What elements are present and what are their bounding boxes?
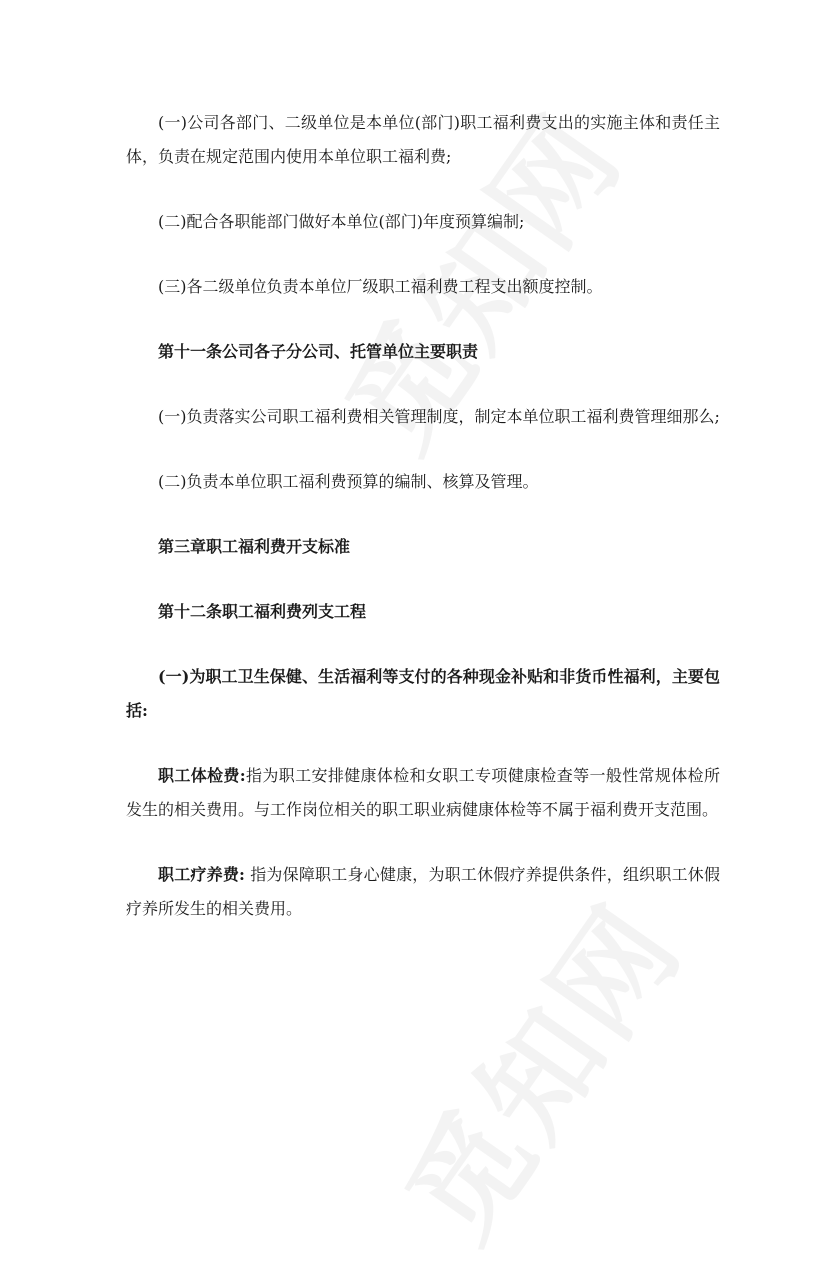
paragraph-item-1: (一)公司各部门、二级单位是本单位(部门)职工福利费支出的实施主体和责任主体，负责在规定范围内使用本单位职工福利费; bbox=[126, 113, 720, 166]
document-body bbox=[126, 106, 720, 926]
paragraph-item-4: (一)负责落实公司职工福利费相关管理制度，制定本单位职工福利费管理细那么; bbox=[158, 407, 720, 426]
paragraph-exam-fee bbox=[126, 759, 720, 827]
paragraph-item-3: (三)各二级单位负责本单位厂级职工福利费工程支出额度控制。 bbox=[158, 277, 603, 296]
term-rest-fee: 职工疗养费: bbox=[158, 865, 245, 884]
article-heading-12: 第十二条职工福利费列支工程 bbox=[158, 602, 367, 621]
paragraph-item-5: (二)负责本单位职工福利费预算的编制、核算及管理。 bbox=[158, 472, 539, 491]
chapter-heading-3: 第三章职工福利费开支标准 bbox=[158, 537, 351, 556]
term-exam-fee: 职工体检费: bbox=[158, 766, 246, 785]
text-exam-fee: 指为职工安排健康体检和女职工专项健康检查等一般性常规体检所发生的相关费用。与工作岗位相关的职工职业病健康体检等不属于福利费开支范围。 bbox=[126, 766, 720, 819]
paragraph-rest-fee bbox=[126, 858, 720, 926]
list-item-welfare: (一)为职工卫生保健、生活福利等支付的各种现金补贴和非货币性福利，主要包括: bbox=[126, 667, 720, 720]
article-heading-11: 第十一条公司各子分公司、托管单位主要职责 bbox=[158, 342, 479, 361]
text-rest-fee: 指为保障职工身心健康，为职工休假疗养提供条件，组织职工休假疗养所发生的相关费用。 bbox=[126, 865, 720, 918]
paragraph-item-2: (二)配合各职能部门做好本单位(部门)年度预算编制; bbox=[158, 212, 525, 231]
